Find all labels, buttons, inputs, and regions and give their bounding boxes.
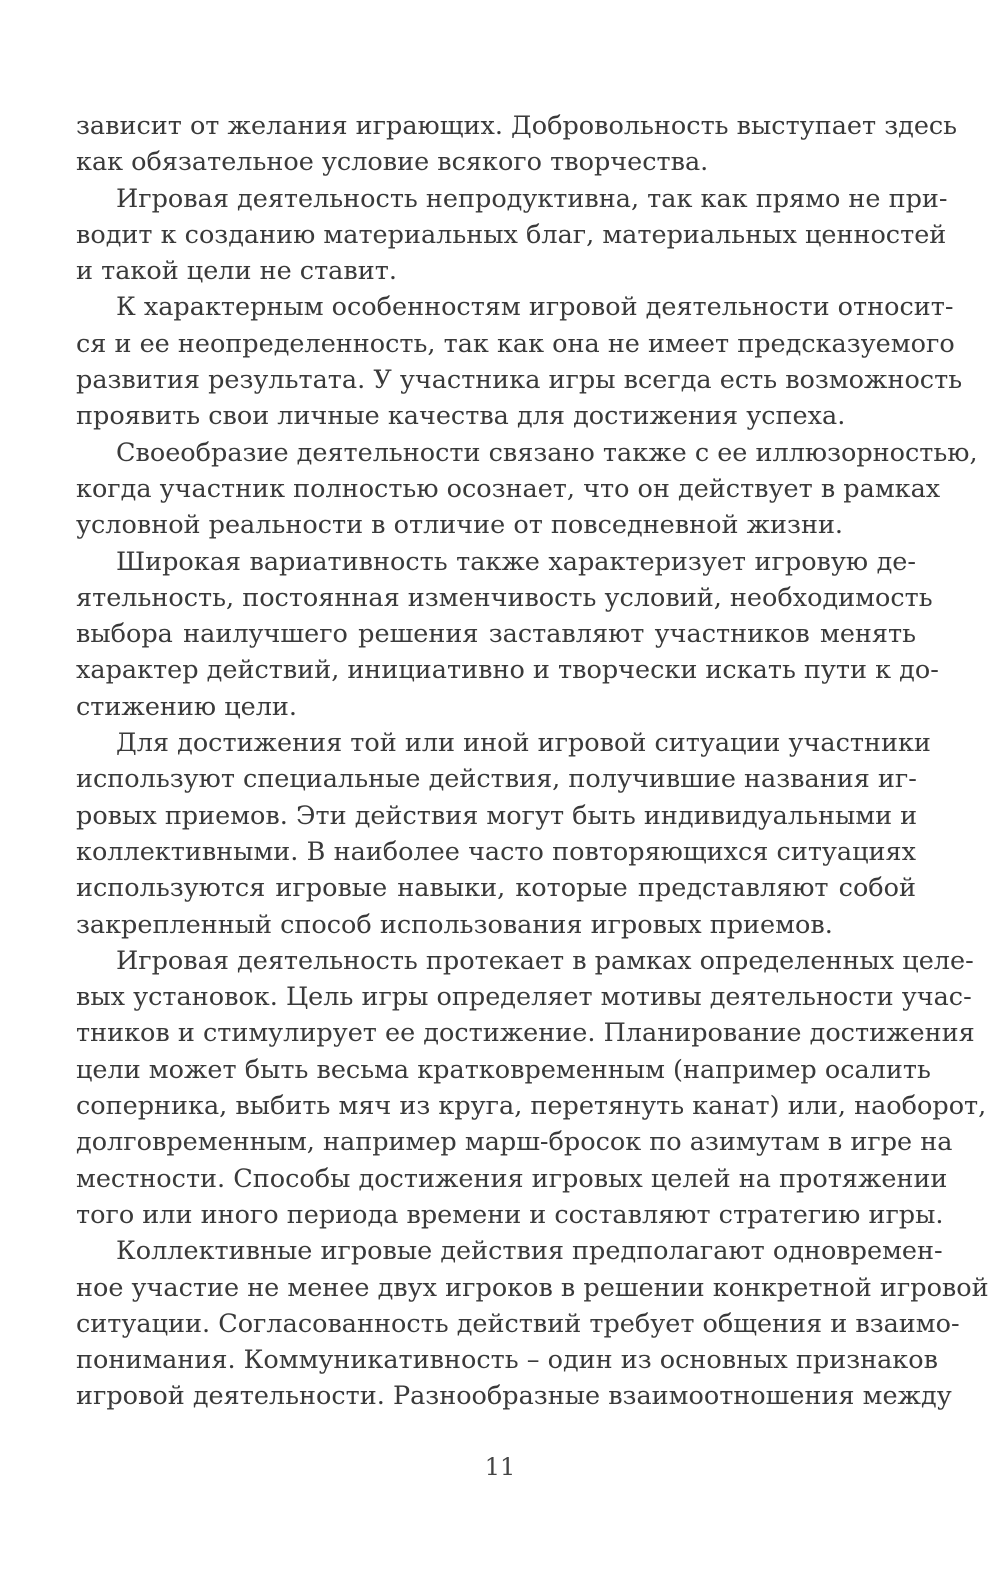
text-line: и такой цели не ставит. <box>76 256 397 287</box>
text-line: К характерным особенностям игровой деятельности относит- <box>116 292 954 323</box>
text-line: коллективными. В наиболее часто повторяющихся ситуациях <box>76 836 916 867</box>
text-line: долговременным, например марш-бросок по азимутам в игре на <box>76 1127 953 1158</box>
paragraph <box>76 544 939 725</box>
text-line: условной реальности в отличие от повседневной жизни. <box>76 510 844 541</box>
text-line: Игровая деятельность непродуктивна, так как прямо не при- <box>116 183 948 214</box>
text-line: тников и стимулирует ее достижение. Планирование достижения <box>76 1018 975 1049</box>
text-line: ровых приемов. Эти действия могут быть индивидуальными и <box>76 800 918 831</box>
paragraph <box>76 289 963 434</box>
text-line: соперника, выбить мяч из круга, перетянуть канат) или, наоборот, <box>76 1091 987 1122</box>
text-line: Для достижения той или иной игровой ситуации участники <box>116 728 931 759</box>
paragraph <box>76 1233 989 1414</box>
text-line: цели может быть весьма кратковременным (например осалить <box>76 1054 931 1085</box>
text-line: как обязательное условие всякого творчества. <box>76 147 709 178</box>
text-line: местности. Способы достижения игровых целей на протяжении <box>76 1163 948 1194</box>
text-line: того или иного периода времени и составляют стратегию игры. <box>76 1199 944 1230</box>
text-line: ся и ее неопределенность, так как она не имеет предсказуемого <box>76 328 955 359</box>
paragraph <box>76 725 931 943</box>
text-line: Своеобразие деятельности связано также с ее иллюзорностью, <box>116 437 978 468</box>
text-line: вых установок. Цель игры определяет мотивы деятельности учас- <box>76 982 972 1013</box>
text-line: понимания. Коммуникативность – один из основных признаков <box>76 1345 938 1376</box>
text-line: выбора наилучшего решения заставляют участников менять <box>76 619 916 650</box>
text-line: стижению цели. <box>76 691 298 722</box>
page-number: 11 <box>484 1453 516 1481</box>
text-line: Широкая вариативность также характеризует игровую де- <box>116 546 916 577</box>
text-line: проявить свои личные качества для достижения успеха. <box>76 401 846 432</box>
text-line: ситуации. Согласованность действий требует общения и взаимо- <box>76 1308 960 1339</box>
text-line: используются игровые навыки, которые представляют собой <box>76 873 916 904</box>
text-line: развития результата. У участника игры всегда есть возможность <box>76 365 963 396</box>
text-line: ятельность, постоянная изменчивость условий, необходимость <box>76 582 933 613</box>
text-line: игровой деятельности. Разнообразные взаимоотношения между <box>76 1381 952 1412</box>
text-line: водит к созданию материальных благ, материальных ценностей <box>76 219 947 250</box>
paragraph <box>76 108 958 181</box>
text-line: ное участие не менее двух игроков в решении конкретной игровой <box>76 1272 989 1303</box>
text-line: когда участник полностью осознает, что он действует в рамках <box>76 473 941 504</box>
text-line: закрепленный способ использования игровых приемов. <box>76 909 833 940</box>
text-line: Коллективные игровые действия предполагают одновремен- <box>116 1236 943 1267</box>
text-line: Игровая деятельность протекает в рамках определенных целе- <box>116 945 974 976</box>
text-line: используют специальные действия, получившие названия иг- <box>76 764 917 795</box>
paragraph <box>76 181 948 290</box>
body-text <box>76 108 989 1415</box>
text-line: зависит от желания играющих. Добровольность выступает здесь <box>76 111 958 141</box>
text-line: характер действий, инициативно и творчески искать пути к до- <box>76 655 939 686</box>
paragraph <box>76 435 978 544</box>
paragraph <box>76 943 987 1233</box>
